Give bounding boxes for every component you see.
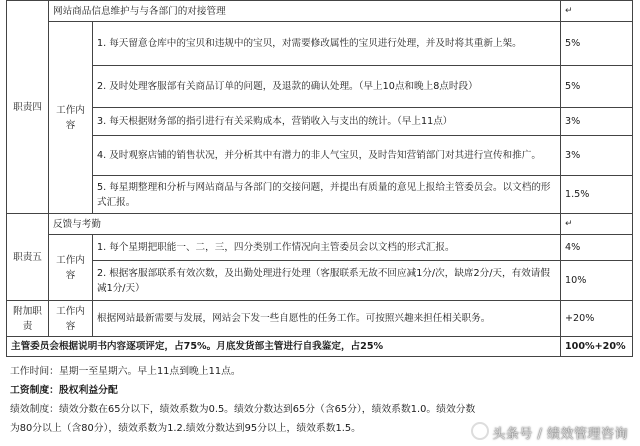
duty4-item-5: 5. 每星期整理和分析与网站商品与各部门的交接问题，并提出有质量的意见上报给主管委员会。以文档的形式汇报。 — [93, 176, 561, 214]
duty5-header-row — [7, 214, 633, 235]
performance-line-2: 为80分以上（含80分），绩效系数为1.2.绩效分数达到95分以上，绩效系数1.5。 — [10, 423, 361, 434]
extra-sublabel: 工作内容 — [49, 301, 93, 337]
watermark: 头条号 / 绩效管理咨询 — [471, 422, 628, 442]
duty4-item-2: 2. 及时处理客服部有关商品订单的问题，及退款的确认处理。（早上10点和晚上8点时段） — [93, 66, 561, 108]
table-row — [7, 261, 633, 301]
table-row — [7, 108, 633, 136]
duty5-role-cell: 职责五 — [7, 214, 49, 301]
duty5-weight-1: 4% — [561, 235, 633, 261]
duty4-role-cell: 职责四 — [7, 1, 49, 214]
table-row — [7, 136, 633, 176]
duty5-header-task: 反馈与考勤 — [49, 214, 561, 235]
duty4-header-task: 网站商品信息维护与与各部门的对接管理 — [49, 1, 561, 22]
duty4-item-1: 1. 每天留意仓库中的宝贝和违规中的宝贝，对需要修改属性的宝贝进行处理，并及时将其重新上架。 — [93, 22, 561, 66]
table-row — [7, 66, 633, 108]
duty-table — [6, 0, 633, 357]
duty5-header-weight: ↵ — [561, 214, 633, 235]
duty5-sublabel: 工作内容 — [49, 235, 93, 301]
duty4-sublabel: 工作内容 — [49, 22, 93, 214]
extra-role-cell: 附加职责 — [7, 301, 49, 337]
table-row — [7, 235, 633, 261]
duty4-weight-4: 3% — [561, 136, 633, 176]
summary-weight: 100%+20% — [561, 337, 633, 357]
performance-line-1: 绩效制度：绩效分数在65分以下，绩效系数为0.5。绩效分数达到65分（含65分），绩效系数1.0。绩效分数 — [10, 404, 476, 415]
extra-weight: +20% — [561, 301, 633, 337]
duty4-header-weight: ↵ — [561, 1, 633, 22]
table-row — [7, 22, 633, 66]
duty4-header-row — [7, 1, 633, 22]
duty5-weight-2: 10% — [561, 261, 633, 301]
duty4-item-3: 3. 每天根据财务部的指引进行有关采购成本，营销收入与支出的统计。（早上11点） — [93, 108, 561, 136]
duty4-weight-1: 5% — [561, 22, 633, 66]
summary-row — [7, 337, 633, 357]
duty5-item-2: 2. 根据客服部联系有效次数，及出勤处理进行处理（客服联系无故不回应减1分/次，缺席2分/天，有效请假减1分/天） — [93, 261, 561, 301]
watermark-logo-icon — [471, 422, 489, 440]
duty5-item-1: 1. 每个星期把职能一、二，三，四分类别工作情况向主管委员会以文档的形式汇报。 — [93, 235, 561, 261]
duty4-weight-3: 3% — [561, 108, 633, 136]
extra-row — [7, 301, 633, 337]
summary-text: 主管委员会根据说明书内容逐项评定，占75%。月底发货部主管进行自我鉴定，占25% — [7, 337, 561, 357]
duty4-item-4: 4. 及时观察店铺的销售状况，并分析其中有潜力的非人气宝贝，及时告知营销部门对其进行宣传和推广。 — [93, 136, 561, 176]
table-row — [7, 176, 633, 214]
work-time-line: 工作时间：星期一至星期六。早上11点到晚上11点。 — [10, 366, 241, 377]
salary-title: 工资制度：股权利益分配 — [10, 385, 118, 396]
duty4-weight-2: 5% — [561, 66, 633, 108]
extra-item: 根据网站最新需要与发展，网站会下发一些自愿性的任务工作。可按照兴趣来担任相关职务。 — [93, 301, 561, 337]
duty4-weight-5: 1.5% — [561, 176, 633, 214]
